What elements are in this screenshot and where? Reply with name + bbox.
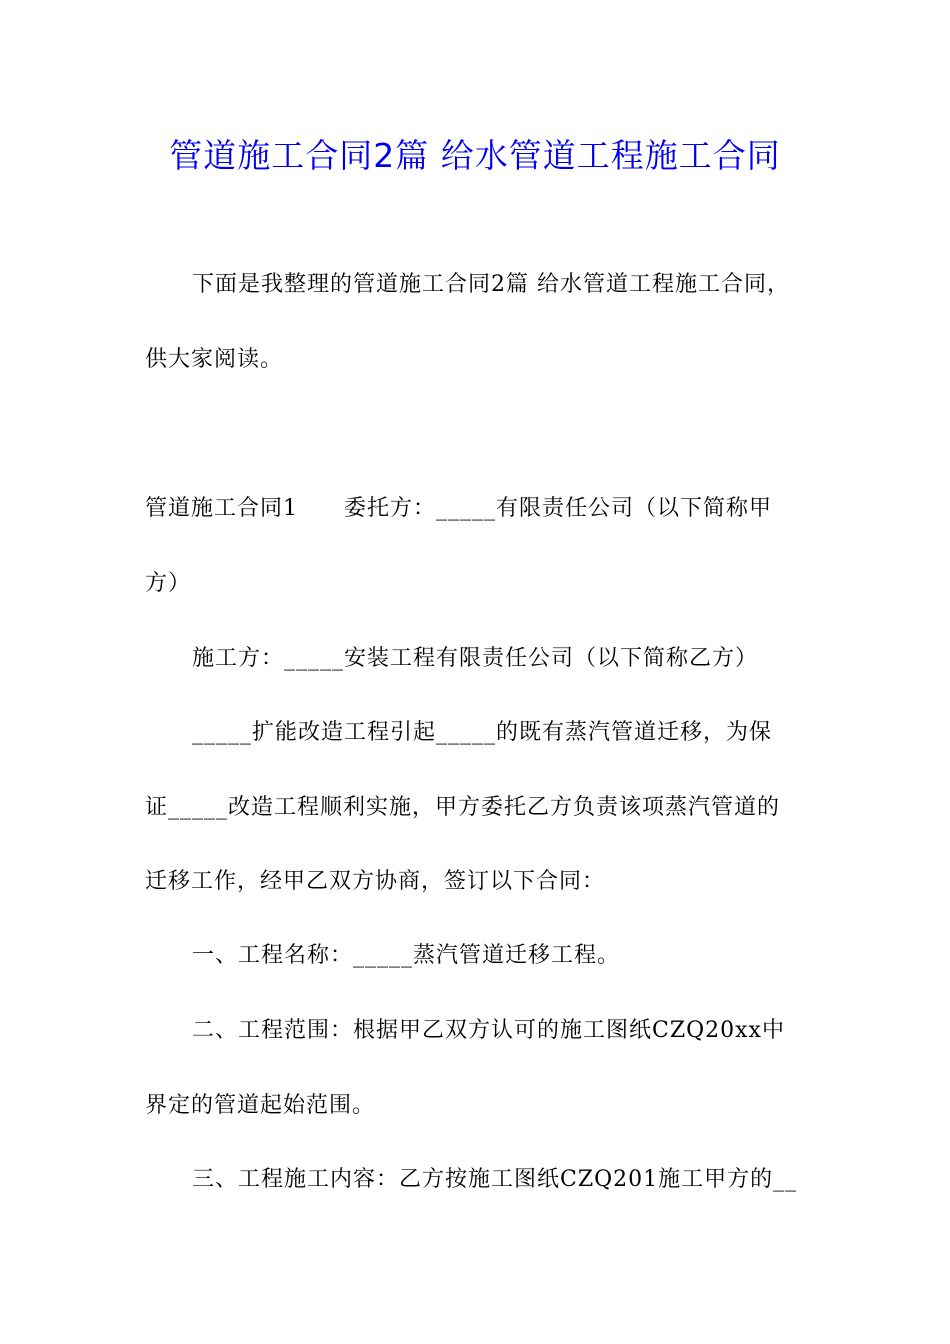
contractor-line: 施工方：_____安装工程有限责任公司（以下简称乙方） [192,646,759,671]
document-title: 管道施工合同2篇 给水管道工程施工合同 [169,136,781,175]
purpose-line-2: 证_____改造工程顺利实施，甲方委托乙方负责该项蒸汽管道的 [145,795,781,820]
contract-heading-line-1: 管道施工合同1 委托方：_____有限责任公司（以下简称甲 [145,496,772,521]
purpose-line-1: _____扩能改造工程引起_____的既有蒸汽管道迁移，为保 [192,720,773,745]
contract-heading-line-2: 方） [145,571,192,596]
purpose-line-3: 迁移工作，经甲乙双方协商，签订以下合同： [145,869,606,894]
clause-2-line-2: 界定的管道起始范围。 [145,1093,376,1118]
paragraph-intro-line-1: 下面是我整理的管道施工合同2篇 给水管道工程施工合同， [192,272,790,297]
clause-2-line-1: 二、工程范围：根据甲乙双方认可的施工图纸CZQ20xx中 [192,1018,785,1043]
paragraph-intro-line-2: 供大家阅读。 [145,347,284,372]
clause-1-line: 一、工程名称：_____蒸汽管道迁移工程。 [192,943,621,968]
clause-3-line-1: 三、工程施工内容：乙方按施工图纸CZQ201施工甲方的__ [192,1167,798,1192]
